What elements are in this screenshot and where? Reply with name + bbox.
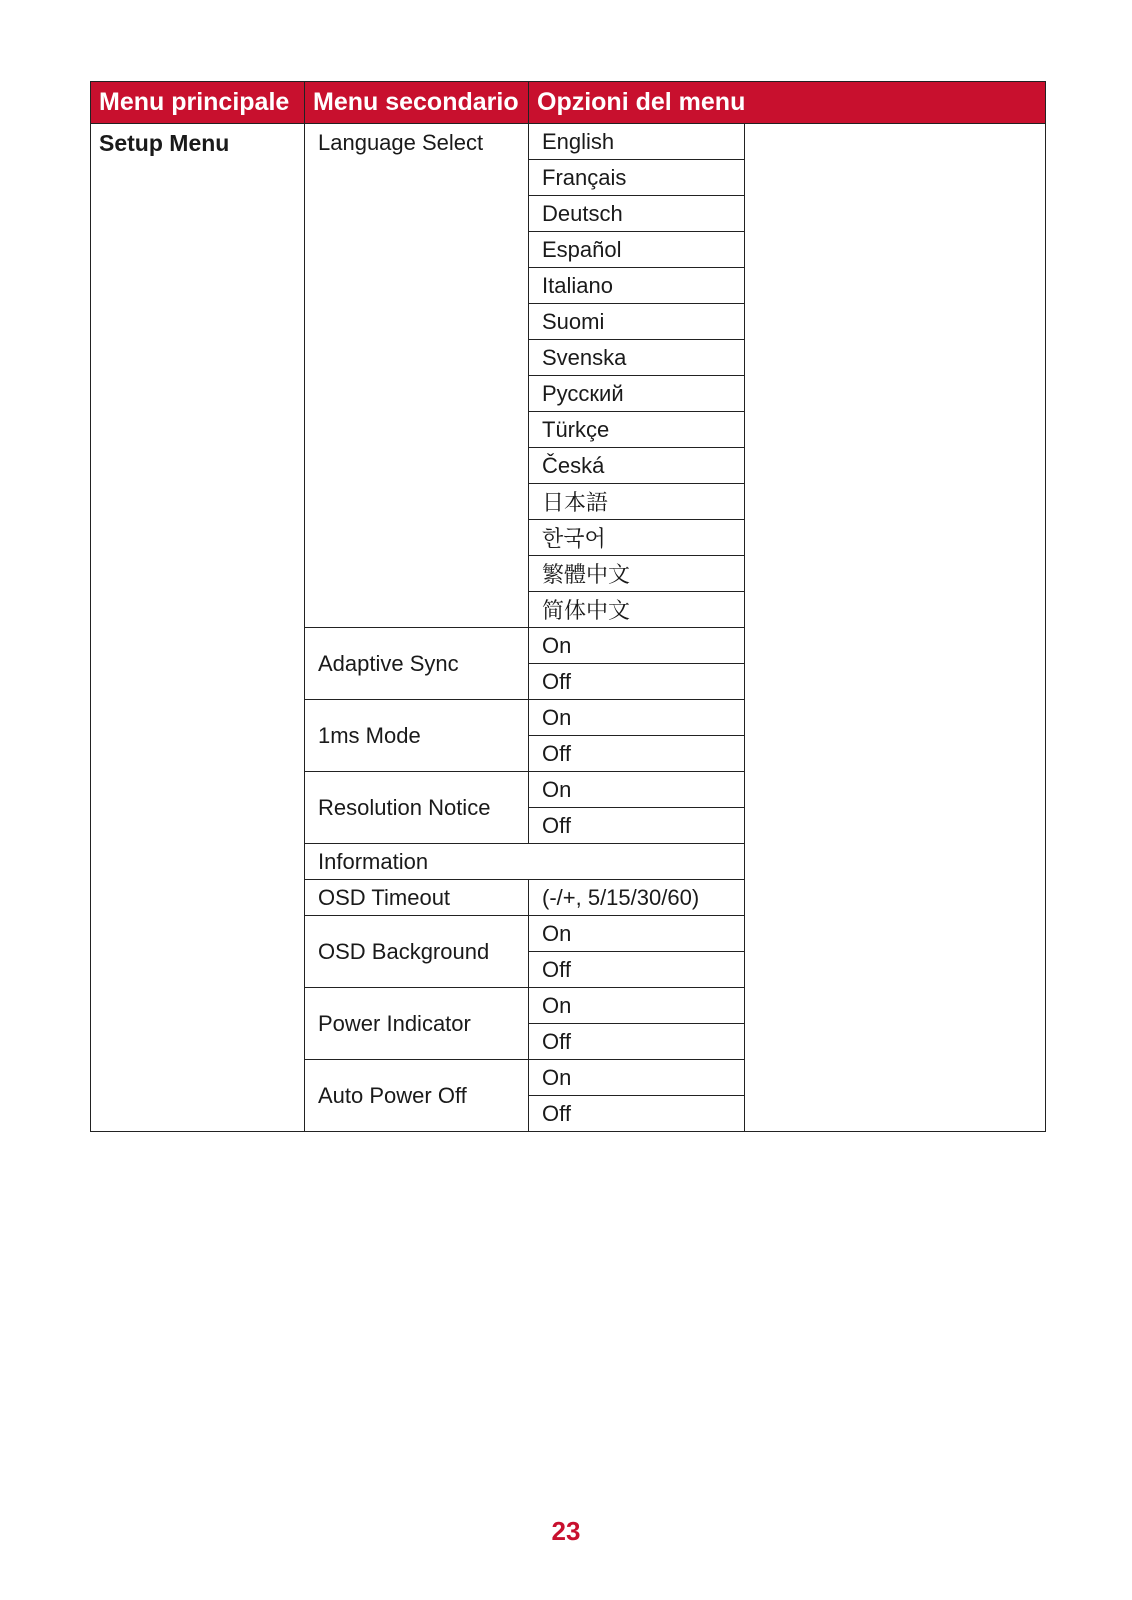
header-main-menu: Menu principale bbox=[91, 82, 305, 124]
table-row bbox=[91, 124, 1046, 160]
option-cell: Türkçe bbox=[529, 412, 745, 448]
option-cell: 한국어 bbox=[529, 520, 745, 556]
header-sub-menu: Menu secondario bbox=[305, 82, 529, 124]
option-cell: English bbox=[529, 124, 745, 160]
option-cell: (-/+, 5/15/30/60) bbox=[529, 880, 745, 916]
option-cell: Off bbox=[529, 664, 745, 700]
submenu-cell: Language Select bbox=[305, 124, 529, 628]
menu-table bbox=[90, 81, 1046, 1132]
option-cell: Off bbox=[529, 1024, 745, 1060]
blank-column bbox=[745, 124, 1046, 1132]
submenu-cell: Power Indicator bbox=[305, 988, 529, 1060]
header-menu-options: Opzioni del menu bbox=[529, 82, 1046, 124]
option-cell: Deutsch bbox=[529, 196, 745, 232]
option-cell: 繁體中文 bbox=[529, 556, 745, 592]
option-cell: Français bbox=[529, 160, 745, 196]
page-number: 23 bbox=[551, 1516, 581, 1546]
option-cell: On bbox=[529, 916, 745, 952]
submenu-cell: OSD Timeout bbox=[305, 880, 529, 916]
submenu-cell: Information bbox=[305, 844, 745, 880]
option-cell: 简体中文 bbox=[529, 592, 745, 628]
header-row bbox=[91, 82, 1046, 124]
submenu-cell: Auto Power Off bbox=[305, 1060, 529, 1132]
option-cell: Off bbox=[529, 808, 745, 844]
option-cell: Svenska bbox=[529, 340, 745, 376]
option-cell: On bbox=[529, 700, 745, 736]
submenu-cell: OSD Background bbox=[305, 916, 529, 988]
submenu-cell: Adaptive Sync bbox=[305, 628, 529, 700]
main-menu-cell: Setup Menu bbox=[91, 124, 305, 1132]
option-cell: Off bbox=[529, 1096, 745, 1132]
option-cell: On bbox=[529, 1060, 745, 1096]
option-cell: On bbox=[529, 772, 745, 808]
option-cell: 日本語 bbox=[529, 484, 745, 520]
option-cell: Español bbox=[529, 232, 745, 268]
submenu-cell: 1ms Mode bbox=[305, 700, 529, 772]
option-cell: Off bbox=[529, 736, 745, 772]
table-body bbox=[91, 124, 1046, 1132]
submenu-cell: Resolution Notice bbox=[305, 772, 529, 844]
option-cell: Česká bbox=[529, 448, 745, 484]
option-cell: On bbox=[529, 628, 745, 664]
option-cell: On bbox=[529, 988, 745, 1024]
option-cell: Italiano bbox=[529, 268, 745, 304]
option-cell: Off bbox=[529, 952, 745, 988]
option-cell: Русский bbox=[529, 376, 745, 412]
option-cell: Suomi bbox=[529, 304, 745, 340]
